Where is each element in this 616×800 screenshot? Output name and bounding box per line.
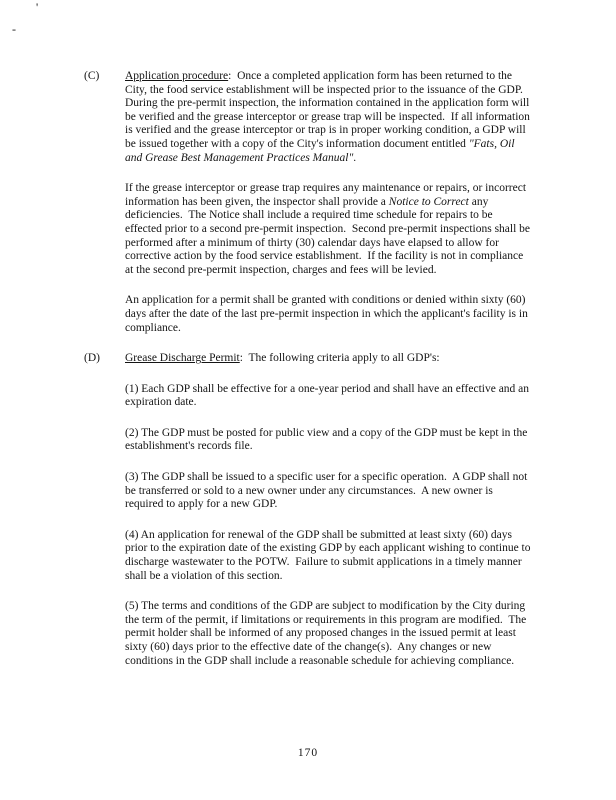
text-run: : Once a completed application form has been returned to the City, the food service establishment will be inspected prior to the issuance of the GDP. During the pre-permit inspection, the information contained in the application form will be verified and the grease interceptor or grease trap will be inspected. If all information is verified and the grease interceptor or trap is in proper working condition, a GDP will be issued together with a copy of the City's information document entitled <box>125 70 533 150</box>
paragraph <box>125 427 531 454</box>
page-number: 170 <box>297 747 319 759</box>
text-run: An application for a permit shall be granted with conditions or denied within sixty (60) days after the date of the last pre-permit inspection in which the applicant's facility is in compliance. <box>125 294 531 334</box>
paragraph <box>125 182 531 277</box>
text-run: . <box>353 151 357 164</box>
section-label: (D) <box>84 352 100 365</box>
paragraph <box>125 294 531 335</box>
paragraph <box>125 70 531 165</box>
section-label: (C) <box>84 70 100 82</box>
paragraph <box>125 471 531 512</box>
text-run: (3) The GDP shall be issued to a specific user for a specific operation. A GDP shall not be transferred or sold to a new owner under any circumstances. A new owner is required to apply for a new GDP. <box>125 471 531 511</box>
text-run: (1) Each GDP shall be effective for a one-year period and shall have an effective and an expiration date. <box>125 382 532 409</box>
italic-text-run: Notice to Correct <box>388 195 469 208</box>
italic-text-run: "Fats, Oil and Grease Best Management Practices Manual" <box>125 137 518 164</box>
text-run: : The following criteria apply to all GDP's: <box>239 352 440 365</box>
section-d <box>84 352 532 685</box>
paragraph <box>125 352 531 366</box>
section-paragraphs <box>125 70 531 352</box>
scan-artifact-dash: - <box>12 22 16 36</box>
underlined-heading-text: Grease Discharge Permit <box>125 352 240 365</box>
paragraph <box>125 528 534 583</box>
text-run: (5) The terms and conditions of the GDP are subject to modification by the City during the term of the permit, if limitations or requirements in this program are modified. The permit holder shall be informed of any proposed changes in the issued permit at least sixty (60) days prior to the effective date of the change(s). Any changes or new conditions in the GDP shall include a reasonable schedule for achieving compliance. <box>125 600 530 667</box>
paragraph <box>125 600 531 668</box>
section-c <box>84 70 532 352</box>
text-run: any deficiencies. The Notice shall include a required time schedule for repairs to be effected prior to a second pre-permit inspection. Second pre-permit inspections shall be performed after a minimum of thirty (30) calendar days have elapsed to allow for corrective action by the food service establishment. If the facility is not in compliance at the second pre-permit inspection, charges and fees will be levied. <box>125 195 533 276</box>
section-paragraphs <box>125 352 534 685</box>
text-run: If the grease interceptor or grease trap requires any maintenance or repairs, or incorrect information has been given, the inspector shall provide a <box>125 182 529 208</box>
document-body <box>84 70 532 685</box>
paragraph <box>125 383 531 410</box>
text-run: (2) The GDP must be posted for public view and a copy of the GDP must be kept in the establishment's records file. <box>125 426 531 453</box>
scan-artifact-tick: ' <box>36 0 39 14</box>
underlined-heading-text: Application procedure <box>125 70 229 82</box>
text-run: (4) An application for renewal of the GDP shall be submitted at least sixty (60) days prior to the expiration date of the existing GDP by each applicant wishing to continue to discharge wastewater to the POTW. Failure to submit applications in a timely manner shall be a violation of this section. <box>125 528 534 582</box>
